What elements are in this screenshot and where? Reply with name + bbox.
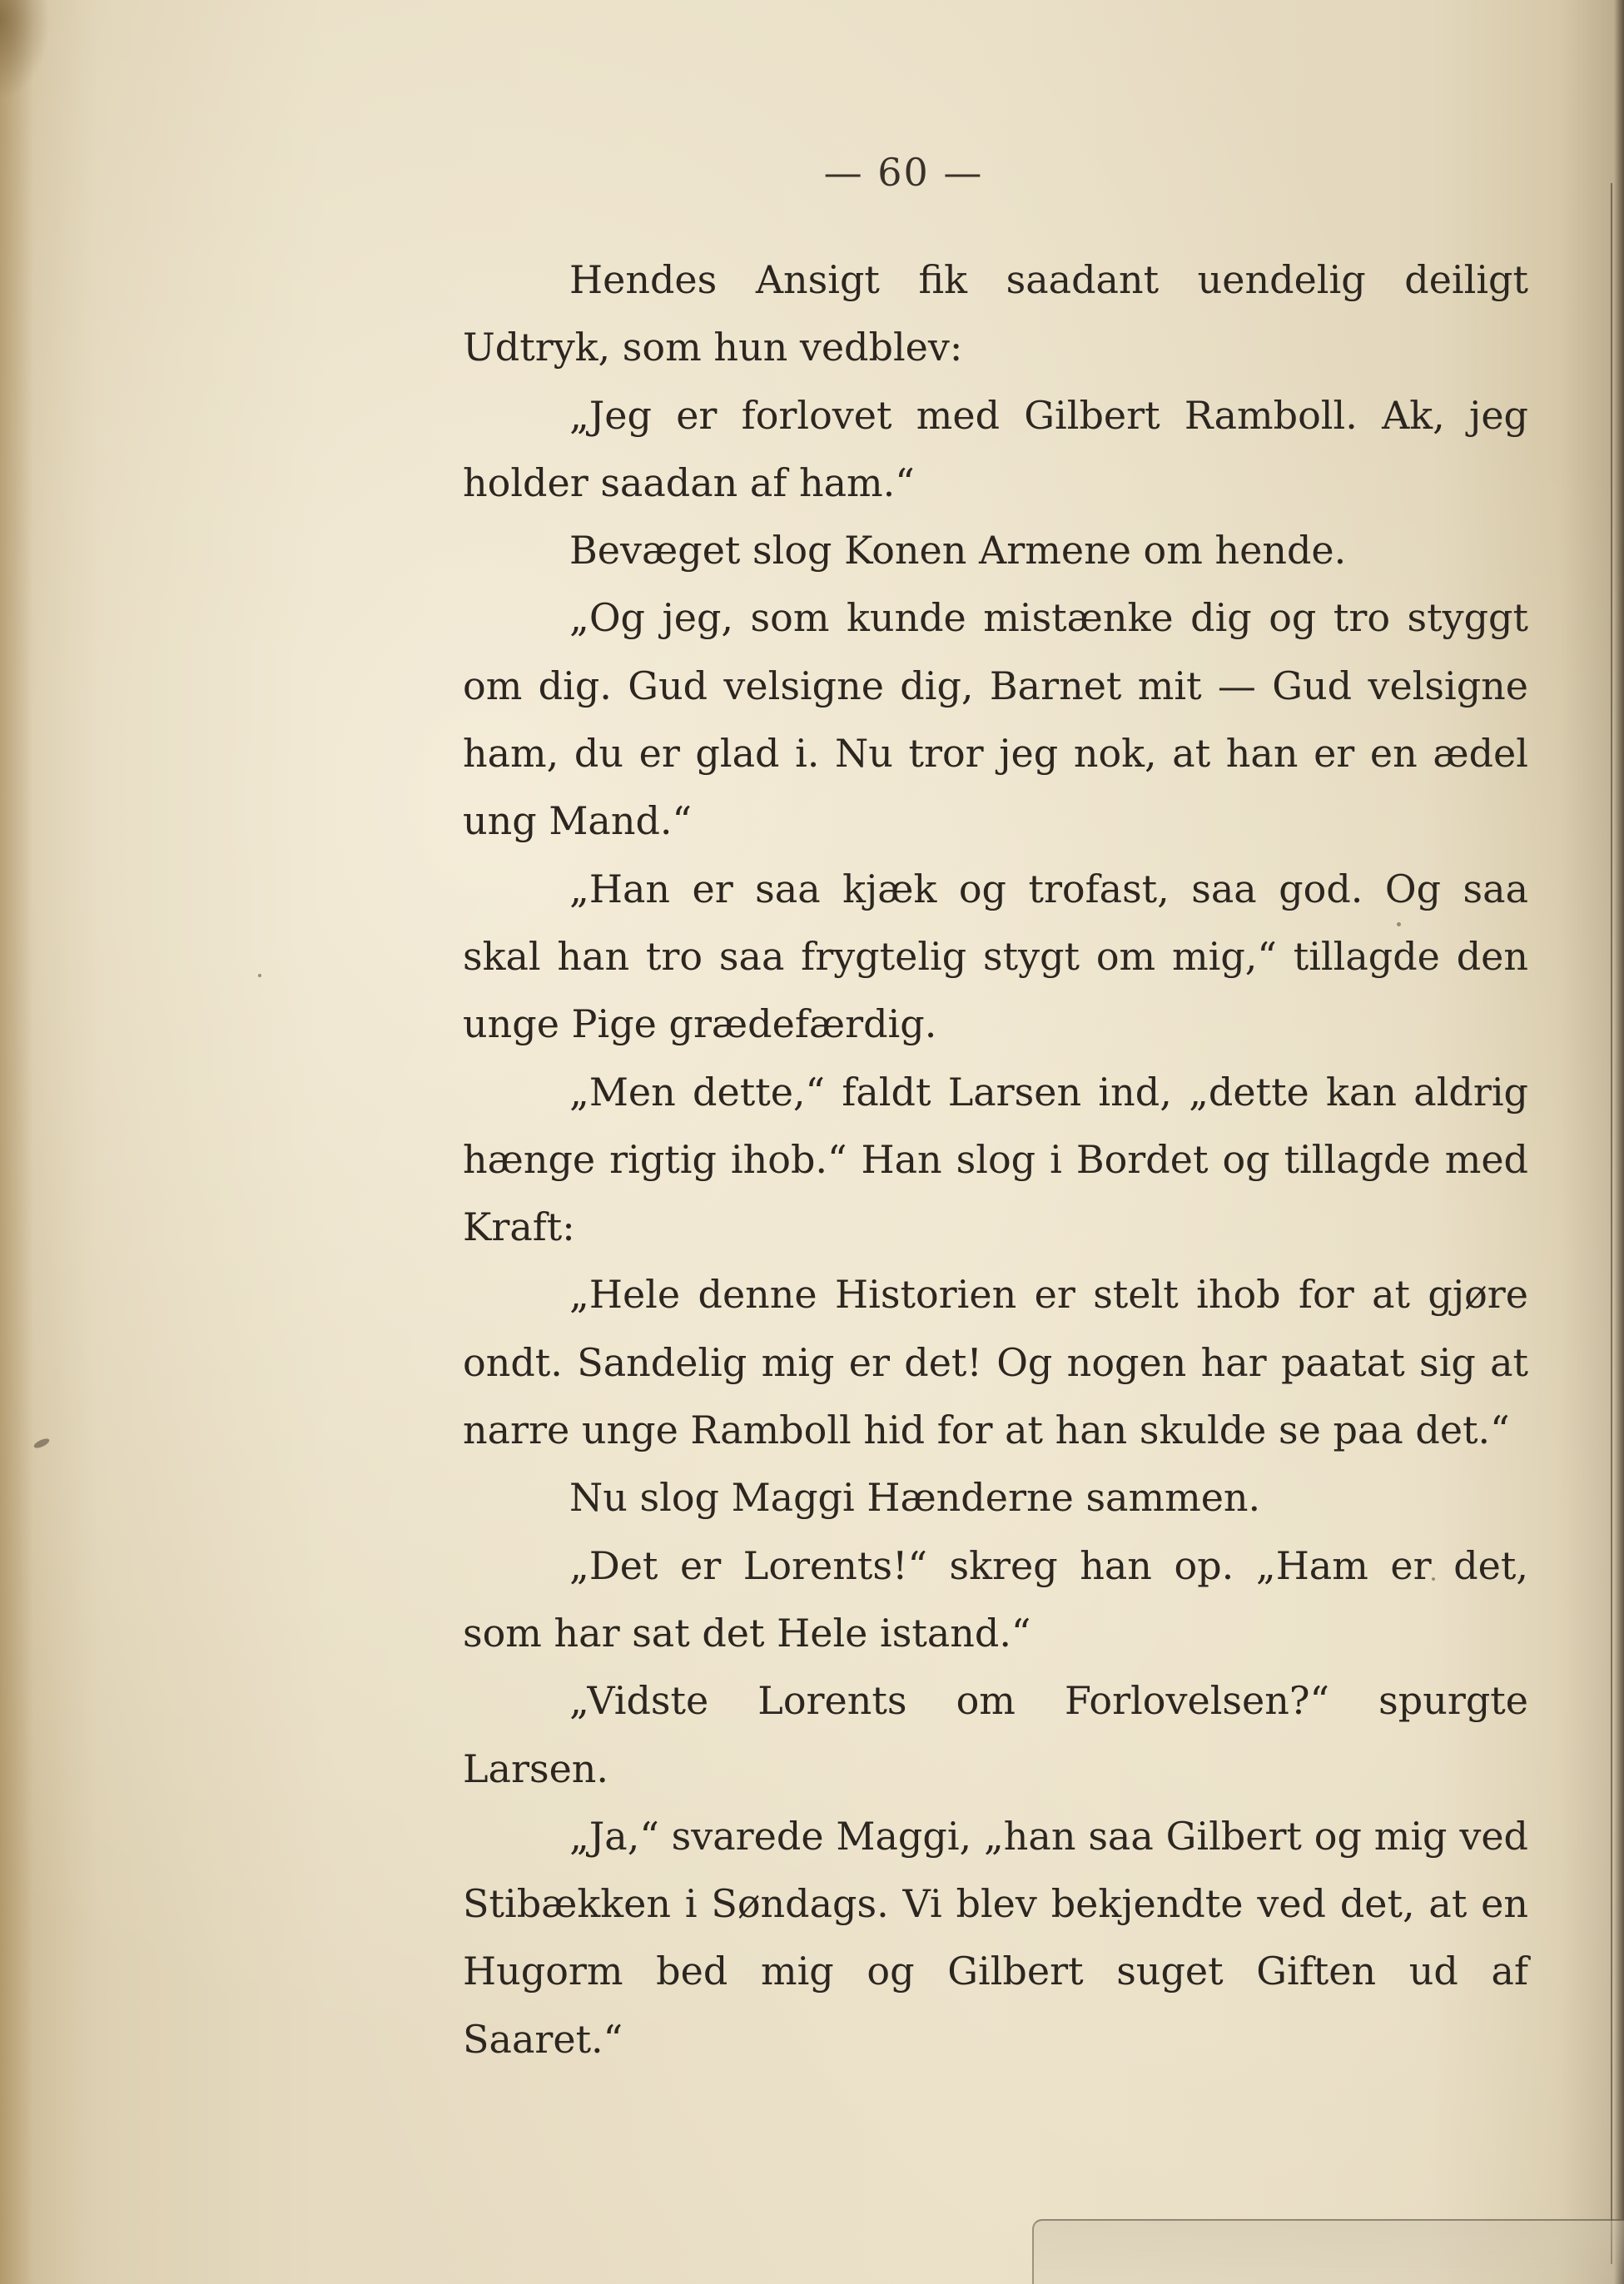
paragraph: Nu slog Maggi Hænderne sammen.	[569, 1475, 1261, 1521]
paragraph: „Det er Lorents!“ skreg han op. „Ham er det, som har sat det Hele istand.“	[463, 1542, 1528, 1656]
paragraph: „Men dette,“ faldt Larsen ind, „dette kan aldrig hænge rigtig ihob.“ Han slog i Bordet og tillagde med Kraft:	[463, 1069, 1528, 1250]
paper-speck	[258, 974, 261, 977]
paragraph: „Ja,“ svarede Maggi, „han saa Gilbert og mig ved Stibækken i Søndags. Vi blev bekjendte ved det, at en Hugorm bed mig og Gilbert suget Giften ud af Saaret.“	[463, 1813, 1528, 2062]
corner-stain	[0, 0, 50, 100]
paper-speck	[32, 1437, 51, 1450]
paragraph: „Hele denne Historien er stelt ihob for at gjøre ondt. Sandelig mig er det! Og nogen har paatat sig at narre unge Ramboll hid for at han skulde se paa det.“	[463, 1272, 1528, 1453]
body-text	[463, 246, 1528, 2073]
paragraph: „Han er saa kjæk og trofast, saa god. Og saa skal han tro saa frygtelig stygt om mig,“ tillagde den unge Pige grædefærdig.	[463, 866, 1528, 1047]
paragraph: „Jeg er forlovet med Gilbert Ramboll. Ak, jeg holder saadan af ham.“	[463, 392, 1528, 505]
underlying-page-corner	[1032, 2219, 1624, 2284]
page-right-edge-line	[1611, 183, 1612, 2264]
page-right-edge	[1614, 0, 1624, 2284]
page-number: — 60 —	[823, 150, 984, 195]
paragraph: Bevæget slog Konen Armene om hende.	[569, 528, 1347, 573]
paragraph: „Vidste Lorents om Forlovelsen?“ spurgte Larsen.	[463, 1678, 1528, 1791]
page-left-shadow	[0, 0, 33, 2284]
paragraph: Hendes Ansigt fik saadant uendelig deiligt Udtryk, som hun vedblev:	[463, 257, 1528, 370]
paragraph: „Og jeg, som kunde mistænke dig og tro styggt om dig. Gud velsigne dig, Barnet mit — Gud velsigne ham, du er glad i. Nu tror jeg nok, at han er en ædel ung Mand.“	[463, 595, 1528, 844]
